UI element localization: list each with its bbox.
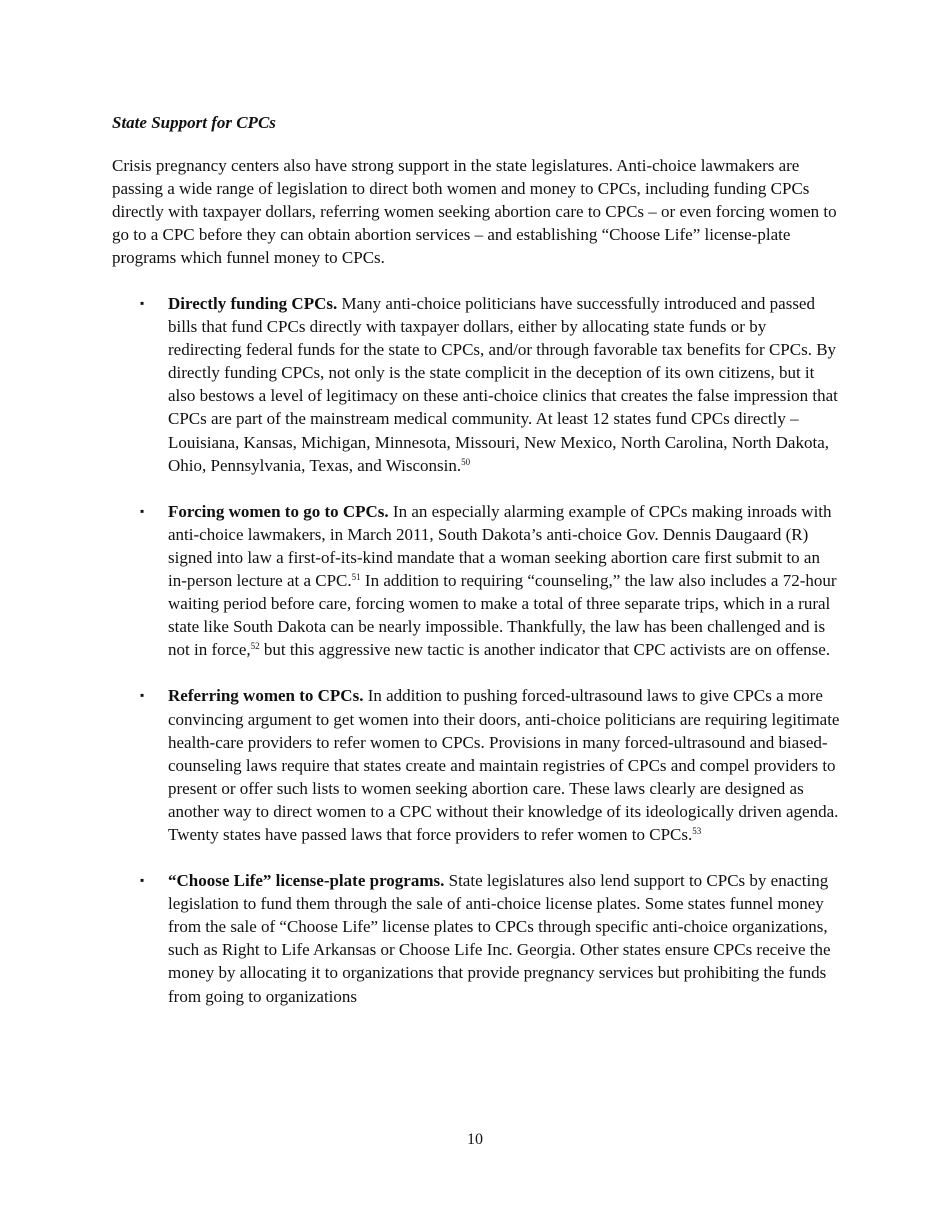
bullet-item-forcing-women [0,500,840,662]
bullet-text: In an especially alarming example of CPCs making inroads with anti-choice lawmakers, in March 2011, South Dakota’s anti-choice Gov. Dennis Daugaard (R) signed into law a first-of-its-kind mandate that a woman seeking abortion care first submit to an in-person lecture at a CPC. [168,501,832,591]
bullet-square-icon: ▪ [140,296,145,310]
bullet-item-choose-life [0,869,840,1008]
section-heading: State Support for CPCs [112,113,276,132]
bullet-title: Directly funding CPCs. [168,294,338,313]
footnote-ref: 52 [250,641,260,652]
bullet-text: In addition to requiring “counseling,” the law also includes a 72-hour waiting period before care, forcing women to make a total of three separate trips, which in a rural state like South Dakota can be nearly impossible. Thankfully, the law has been challenged and is not in force, [168,571,837,660]
bullet-title: Referring women to CPCs. [168,686,364,706]
page-number: 10 [467,1131,483,1148]
bullet-square-icon: ▪ [140,873,145,888]
bullet-text: In addition to pushing forced-ultrasound laws to give CPCs a more convincing argument to get women into their doors, anti-choice politicians are requiring legitimate health-care providers to refer women to CPCs. Provisions in many forced-ultrasound and biased-counseling laws require that states create and maintain registries of CPCs and compel providers to present or offer such lists to women seeking abortion care. These laws clearly are designed as another way to direct women to a CPC without their knowledge of its ideologically driven agenda. Twenty states have passed laws that force providers to refer women to CPCs. [168,686,840,844]
footnote-ref: 51 [351,572,361,583]
bullet-item-directly-funding [0,292,840,477]
bullet-square-icon: ▪ [140,503,145,518]
bullet-square-icon: ▪ [140,688,145,703]
footnote-ref: 53 [692,825,702,836]
intro-paragraph: Crisis pregnancy centers also have strong support in the state legislatures. Anti-choice lawmakers are passing a wide range of legislation to direct both women and money to CPCs, including funding CPCs directly with taxpayer dollars, referring women seeking abortion care to CPCs – or even forcing women to go to a CPC before they can obtain abortion services – and establishing “Choose Life” license-plate programs which funnel money to CPCs. [112,156,837,268]
bullet-text: Many anti-choice politicians have successfully introduced and passed bills that fund CPCs directly with taxpayer dollars, either by allocating state funds or by redirecting federal funds for the state to CPCs, and/or through favorable tax benefits for CPCs. By directly funding CPCs, not only is the state complicit in the deception of its own citizens, but it also bestows a level of legitimacy on these anti-choice clinics that creates the false impression that CPCs are part of the mainstream medical community. At least 12 states fund CPCs directly – Louisiana, Kansas, Michigan, Minnesota, Missouri, New Mexico, North Carolina, North Dakota, Ohio, Pennsylvania, Texas, and Wisconsin. [168,294,838,475]
bullet-text: State legislatures also lend support to CPCs by enacting legislation to fund them through the sale of anti-choice license plates. Some states funnel money from the sale of “Choose Life” license plates to CPCs through specific anti-choice organizations, such as Right to Life Arkansas or Choose Life Inc. Georgia. Other states ensure CPCs receive the money by allocating it to organizations that provide pregnancy services but prohibiting the funds from going to organizations [168,871,831,1006]
bullet-title: Forcing women to go to CPCs. [168,501,389,521]
bullet-text: but this aggressive new tactic is another indicator that CPC activists are on offense. [259,640,831,660]
footnote-ref: 50 [461,456,471,467]
bullet-list [0,292,950,1031]
bullet-item-referring-women [0,684,840,846]
bullet-title: “Choose Life” license-plate programs. [168,871,445,891]
